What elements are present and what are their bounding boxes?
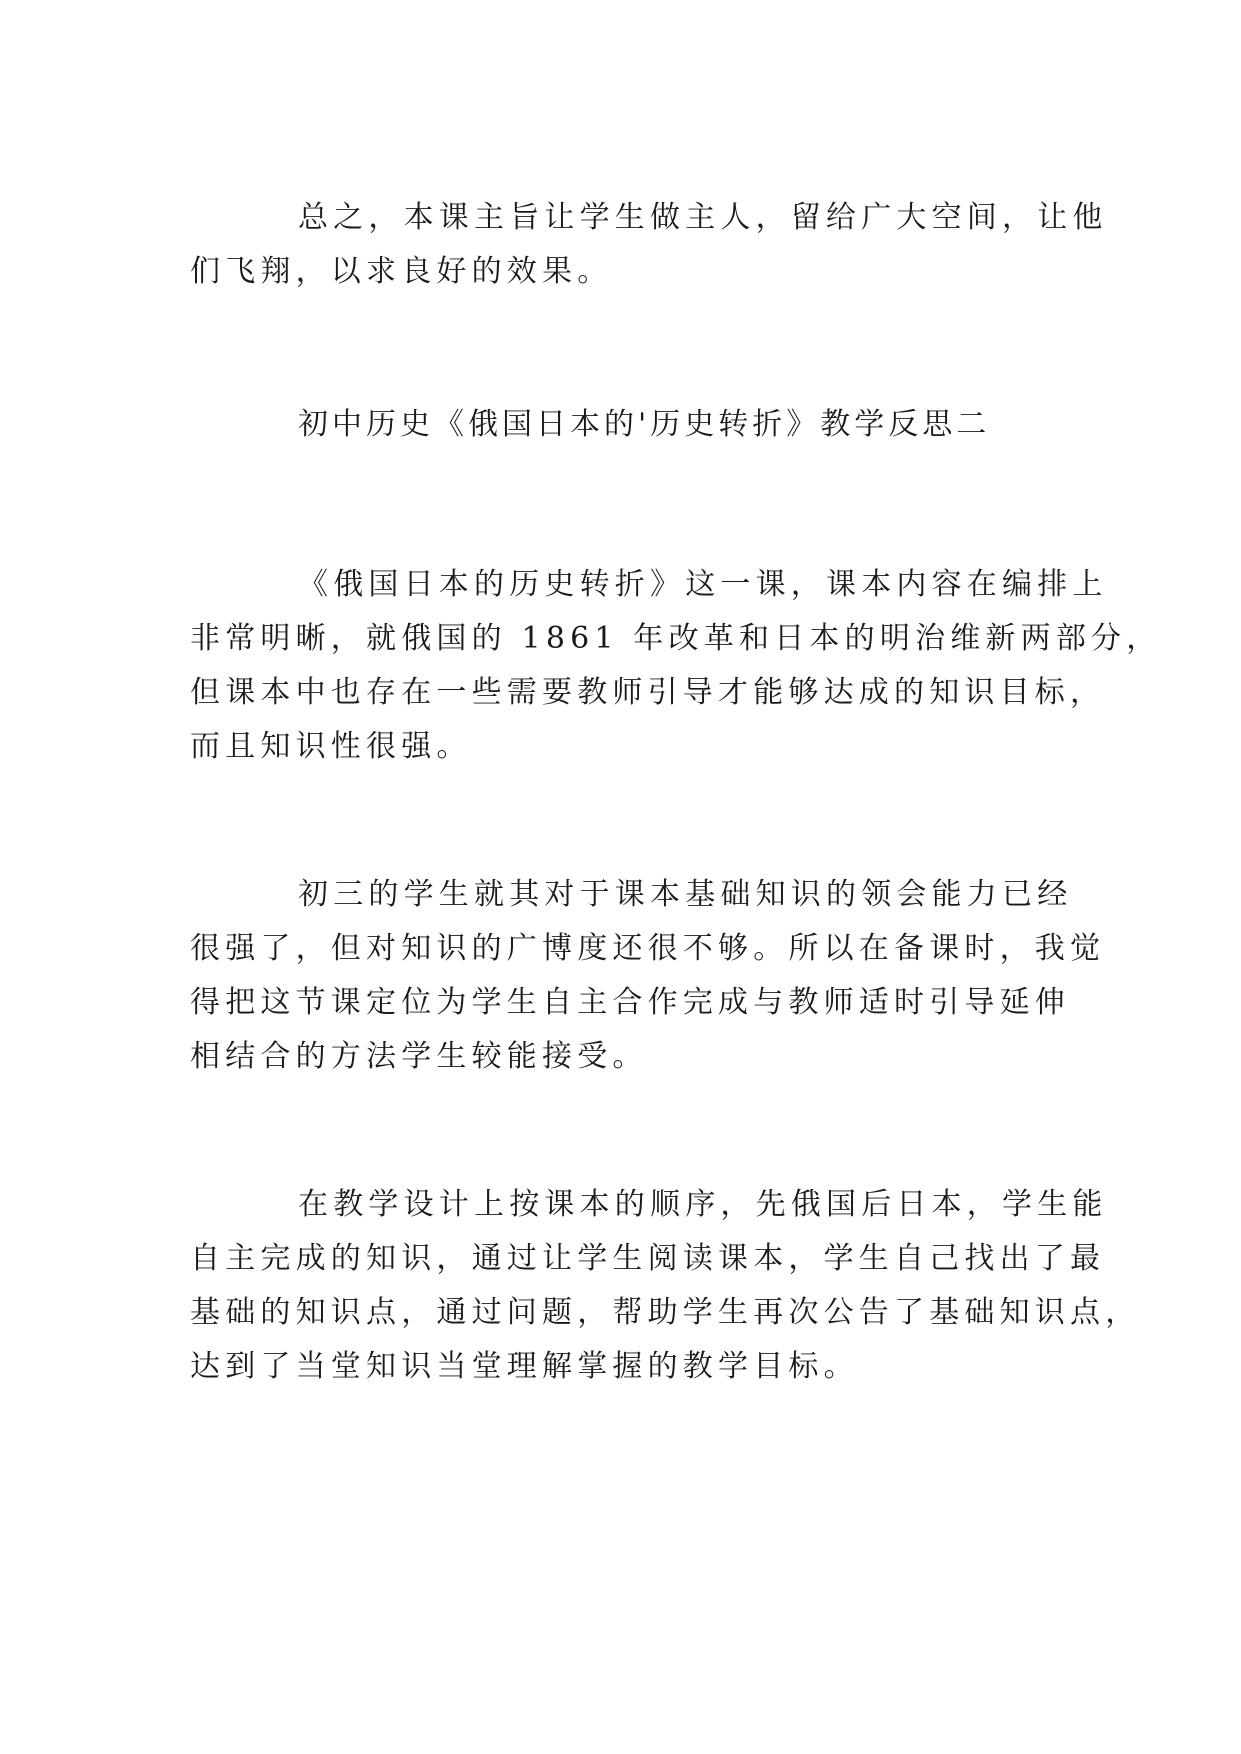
paragraph-1-line-1: 总之，本课主旨让学生做主人，留给广大空间，让他: [298, 200, 1108, 235]
paragraph-2-line-2: 非常明晰，就俄国的 1861 年改革和日本的明治维新两部分，: [190, 621, 1162, 656]
paragraph-3-line-1: 初三的学生就其对于课本基础知识的领会能力已经: [298, 877, 1073, 912]
paragraph-3-line-2: 很强了，但对知识的广博度还很不够。所以在备课时，我觉: [190, 931, 1106, 966]
paragraph-4-line-2: 自主完成的知识，通过让学生阅读课本，学生自己找出了最: [190, 1241, 1106, 1276]
paragraph-2-line-3: 但课本中也存在一些需要教师引导才能够达成的知识目标，: [190, 675, 1106, 710]
paragraph-4-line-1: 在教学设计上按课本的顺序，先俄国后日本，学生能: [298, 1187, 1108, 1222]
paragraph-4-line-4: 达到了当堂知识当堂理解掌握的教学目标。: [190, 1349, 859, 1384]
section-heading: 初中历史《俄国日本的'历史转折》教学反思二: [298, 407, 991, 442]
paragraph-2-line-1: 《俄国日本的历史转折》这一课，课本内容在编排上: [298, 567, 1108, 602]
paragraph-4-line-3: 基础的知识点，通过问题，帮助学生再次公告了基础知识点，: [190, 1295, 1141, 1330]
paragraph-1-line-2: 们飞翔，以求良好的效果。: [190, 254, 613, 289]
paragraph-3-line-3: 得把这节课定位为学生自主合作完成与教师适时引导延伸: [190, 985, 1070, 1020]
paragraph-3-line-4: 相结合的方法学生较能接受。: [190, 1039, 648, 1074]
paragraph-2-line-4: 而且知识性很强。: [190, 729, 472, 764]
